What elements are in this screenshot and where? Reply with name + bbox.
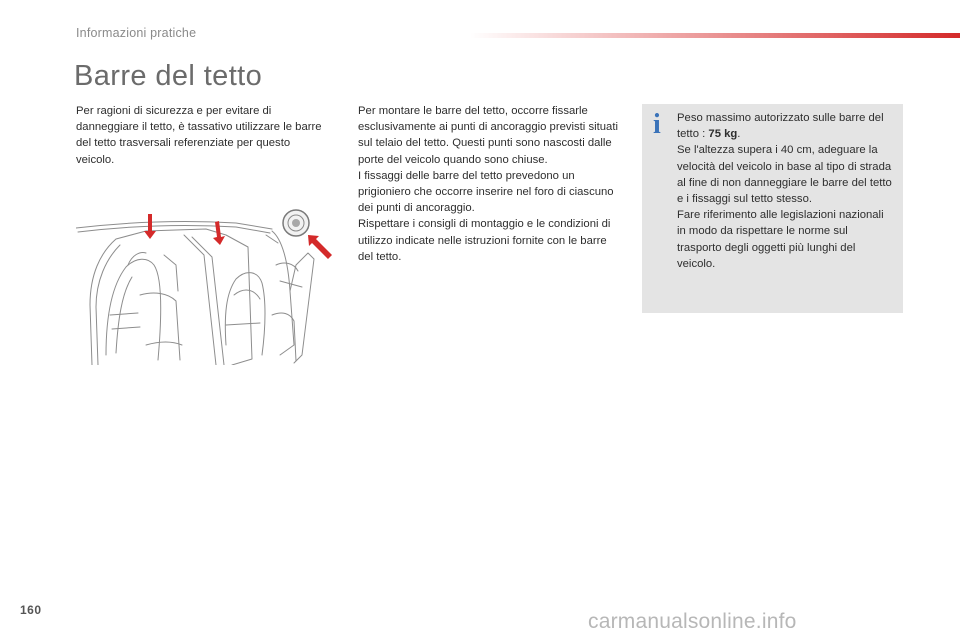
info-max-weight-value: 75 kg — [708, 128, 738, 141]
watermark: carmanualsonline.info — [588, 610, 797, 633]
left-column-text: Per ragioni di sicurezza e per evitare di danneggiare il tetto, è tassativo utilizzare le barre del tetto trasversali referenziate per questo veicolo. — [76, 105, 322, 166]
page-number: 160 — [20, 603, 42, 617]
middle-paragraph-2: I fissaggi delle barre del tetto prevedono un prigioniero che occorre inserire nel foro di ciascuno dei punti di ancoraggio. — [358, 169, 614, 215]
car-roof-anchor-illustration — [76, 195, 332, 365]
info-legislation-note: Fare riferimento alle legislazioni nazionali in modo da rispettare le norme sul trasporto degli oggetti più lunghi del veicolo. — [677, 209, 884, 270]
middle-column — [358, 103, 622, 265]
info-max-weight-label: Peso massimo autorizzato sulle barre del tetto : — [677, 112, 884, 141]
section-label: Informazioni pratiche — [76, 26, 197, 40]
header-accent-bar — [470, 33, 960, 38]
info-max-weight — [677, 110, 892, 142]
info-max-weight-suffix: . — [737, 128, 741, 141]
page-title: Barre del tetto — [74, 60, 263, 92]
info-box — [642, 104, 903, 313]
middle-paragraph-1: Per montare le barre del tetto, occorre fissarle esclusivamente ai punti di ancoraggio previsti situati sul telaio del tetto. Questi punti sono nascosti dalle porte del veicolo quando sono chiuse. — [358, 105, 618, 166]
info-icon: i — [653, 109, 661, 140]
info-height-warning: Se l'altezza supera i 40 cm, adeguare la velocità del veicolo in base al tipo di strada al fine di non danneggiare le barre del tetto e i fissaggi sul tetto stesso. — [677, 144, 892, 206]
info-text — [677, 110, 892, 272]
middle-paragraph-3: Rispettare i consigli di montaggio e le condizioni di utilizzo indicate nelle istruzioni fornite con le barre del tetto. — [358, 218, 611, 263]
left-column — [76, 103, 326, 168]
